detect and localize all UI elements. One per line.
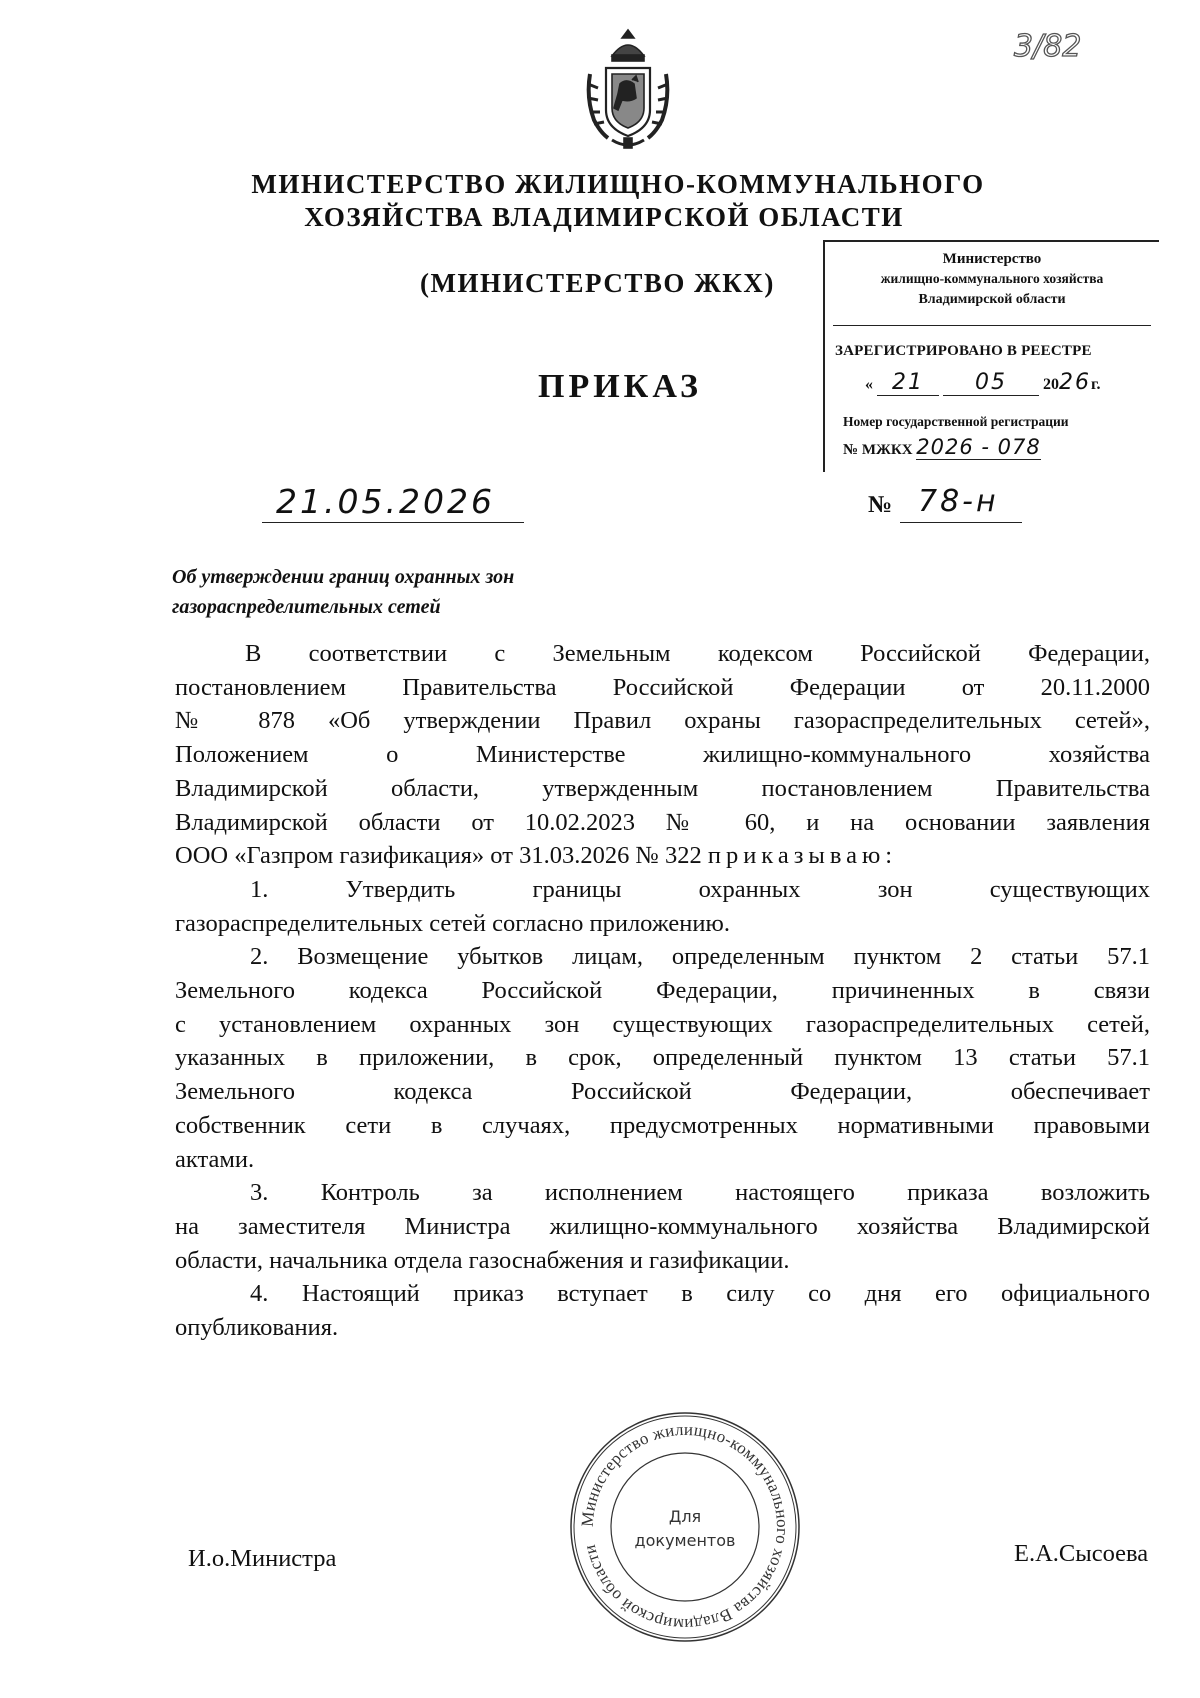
preamble-last-line xyxy=(175,839,1150,873)
item3-line: на заместителя Министра жилищно-коммунального хозяйства Владимирской xyxy=(175,1212,1150,1240)
stamp-date-year-prefix: 20 xyxy=(1043,376,1059,393)
stamp-registration-date xyxy=(865,370,1100,396)
subject-line2: газораспределительных сетей xyxy=(172,596,441,618)
item2-line: Земельного кодекса Российской Федерации, причиненных в связи xyxy=(175,977,1150,1005)
seal-center-line1: Для xyxy=(668,1507,702,1526)
stamp-reg-number xyxy=(843,435,1041,459)
document-type-title: ПРИКАЗ xyxy=(538,368,702,405)
preamble-line: Владимирской области, утвержденным постановлением Правительства xyxy=(175,774,1150,802)
item2-line: Земельного кодекса Российской Федерации, обеспечивает xyxy=(175,1078,1150,1106)
order-body xyxy=(175,637,1150,1345)
seal-ring-text: Министерство жилищно-коммунального хозяйства Владимирской области xyxy=(577,1419,793,1635)
item2-line: актами. xyxy=(175,1145,255,1173)
item2-line: указанных в приложении, в срок, определенный пунктом 13 статьи 57.1 xyxy=(175,1044,1150,1072)
item4-line: опубликования. xyxy=(175,1314,339,1342)
item2-line: собственник сети в случаях, предусмотренных нормативными правовыми xyxy=(175,1111,1150,1139)
seal-center-line2: документов xyxy=(634,1531,736,1550)
preamble-line: № 878 «Об утверждении Правил охраны газораспределительных сетей», xyxy=(175,707,1150,735)
preamble-line: постановлением Правительства Российской Федерации от 20.11.2000 xyxy=(175,673,1150,701)
preamble-last-text: ООО «Газпром газификация» от 31.03.2026 № 322 xyxy=(175,842,702,870)
corner-handwritten-mark xyxy=(1010,22,1130,70)
prikazyvayu-word: приказываю: xyxy=(707,842,898,870)
item4-line: 4. Настоящий приказ вступает в силу со дня его официального xyxy=(250,1280,1150,1308)
item1-line: 1. Утвердить границы охранных зон существующих xyxy=(250,875,1150,903)
item2-line: с установлением охранных зон существующих газораспределительных сетей, xyxy=(175,1010,1150,1038)
item1-line: газораспределительных сетей согласно приложению. xyxy=(175,909,730,937)
signatory-name: Е.А.Сысоева xyxy=(1014,1540,1149,1567)
preamble-line: Положением о Министерстве жилищно-коммунального хозяйства xyxy=(175,741,1150,769)
stamp-date-month: 05 xyxy=(943,370,1039,396)
svg-text:3/82: 3/82 xyxy=(1014,29,1082,64)
order-number-underline xyxy=(900,522,1022,523)
stamp-org-line1: Министерство xyxy=(942,251,1042,267)
stamp-state-reg-label: Номер государственной регистрации xyxy=(843,414,1069,429)
ministry-name-line2: ХОЗЯЙСТВА ВЛАДИМИРСКОЙ ОБЛАСТИ xyxy=(304,202,904,232)
preamble-line: В соответствии с Земельным кодексом Российской Федерации, xyxy=(245,640,1150,667)
official-seal xyxy=(568,1410,802,1644)
order-date-underline xyxy=(262,522,524,523)
stamp-org-line3: Владимирской области xyxy=(918,292,1066,307)
ministry-name-line1: МИНИСТЕРСТВО ЖИЛИЩНО-КОММУНАЛЬНОГО xyxy=(251,169,985,199)
order-date: 21.05.2026 xyxy=(276,482,495,521)
order-subject xyxy=(172,562,514,622)
item2-line: 2. Возмещение убытков лицам, определенным пунктом 2 статьи 57.1 xyxy=(250,943,1150,971)
stamp-reg-number-value: 2026 - 078 xyxy=(916,435,1041,459)
stamp-date-quote: « xyxy=(865,376,873,393)
item3-line: области, начальника отдела газоснабжения и газификации. xyxy=(175,1246,790,1274)
item3-line: 3. Контроль за исполнением настоящего приказа возложить xyxy=(250,1179,1150,1207)
subject-line1: Об утверждении границ охранных зон xyxy=(172,566,515,588)
stamp-registered-label: ЗАРЕГИСТРИРОВАНО В РЕЕСТРЕ xyxy=(835,343,1092,359)
stamp-date-year-suffix: 26 xyxy=(1059,370,1091,395)
coat-of-arms-emblem xyxy=(582,28,674,156)
order-number-label: № xyxy=(868,492,893,518)
ministry-short-name: (МИНИСТЕРСТВО ЖКХ) xyxy=(420,268,775,298)
stamp-org-line2: жилищно-коммунального хозяйства xyxy=(880,271,1104,286)
stamp-date-day: 21 xyxy=(877,370,939,396)
stamp-divider xyxy=(833,325,1151,326)
stamp-date-suffix: г. xyxy=(1091,376,1101,393)
stamp-reg-number-prefix: № МЖКХ xyxy=(843,442,913,458)
preamble-line: Владимирской области от 10.02.2023 № 60, и на основании заявления xyxy=(175,808,1150,836)
registration-stamp xyxy=(823,240,1159,472)
signatory-position: И.о.Министра xyxy=(188,1545,337,1572)
order-number: 78-н xyxy=(918,484,999,519)
